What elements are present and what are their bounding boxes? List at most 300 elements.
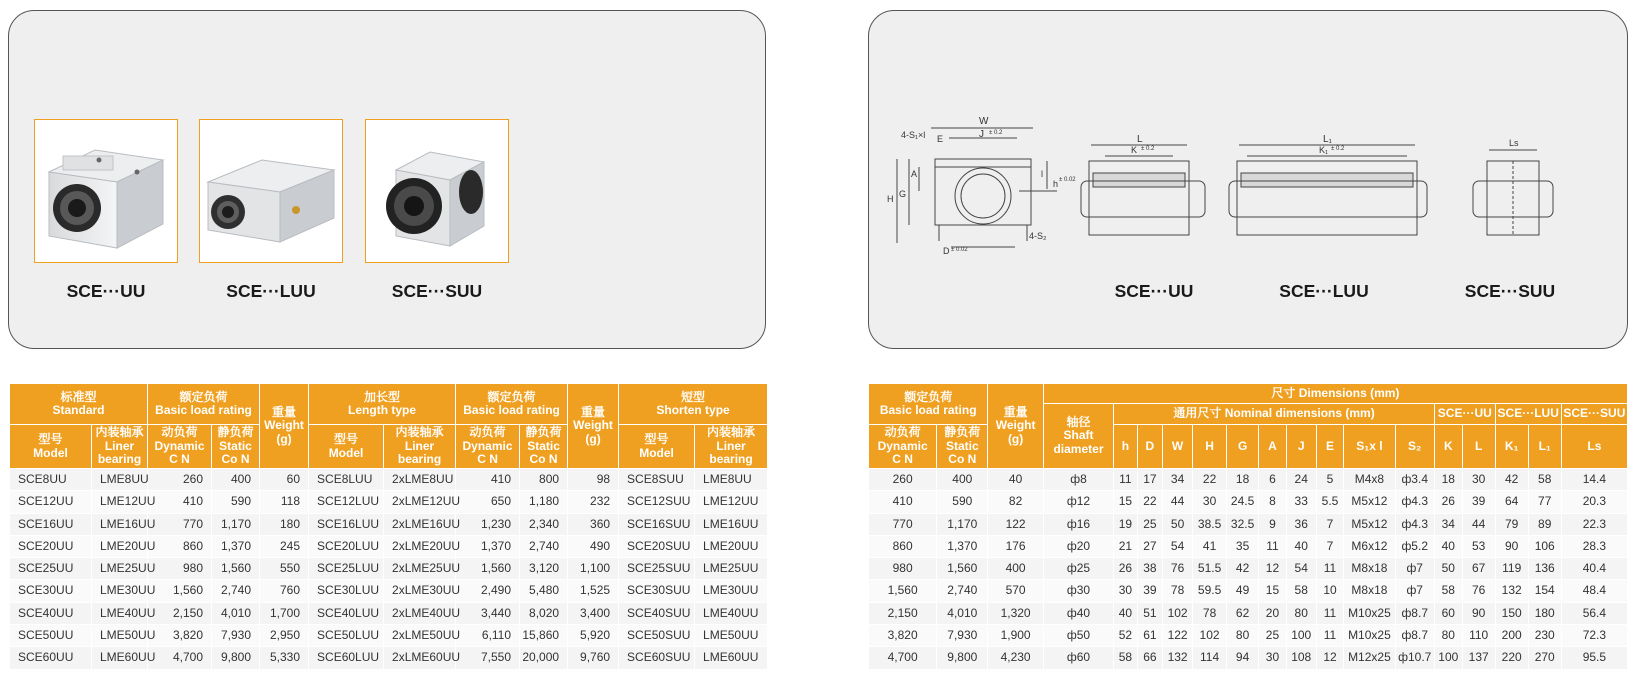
table-cell: LME30UU [92, 580, 148, 602]
table-cell: 33 [1286, 491, 1316, 513]
table-cell: ф8.7 [1395, 602, 1434, 624]
table-cell: LME40UU [695, 602, 768, 624]
table-cell: LME40UU [92, 602, 148, 624]
table-cell: 11 [1259, 535, 1287, 557]
table-cell: 19 [1114, 513, 1137, 535]
table-cell: SCE16SUU [619, 513, 695, 535]
header-nominal: 通用尺寸 Nominal dimensions (mm) [1114, 404, 1435, 425]
dimensions-table [868, 383, 1628, 670]
table-cell: 5,330 [260, 647, 309, 669]
table-cell: 4,010 [212, 602, 260, 624]
header-weight: 重量 Weight (g) [260, 384, 309, 469]
table-row [869, 491, 1628, 513]
table-cell: 270 [1528, 647, 1561, 669]
header-luu: SCE···LUU [1495, 404, 1561, 425]
table-cell: 53 [1462, 535, 1495, 557]
header-model-3: 型号 Model [619, 425, 695, 469]
header-shaft: 轴径 Shaft diameter [1043, 404, 1113, 469]
col-E: E [1316, 425, 1344, 469]
table-cell: 1,370 [937, 535, 988, 557]
table-cell: 40 [1434, 535, 1462, 557]
table-cell: 90 [1462, 602, 1495, 624]
table-cell: 17 [1137, 469, 1163, 491]
table-cell: 14.4 [1561, 469, 1627, 491]
table-cell: 1,560 [212, 558, 260, 580]
header-dimensions: 尺寸 Dimensions (mm) [1043, 384, 1627, 404]
drawing-caption-suu: SCE···SUU [1464, 281, 1556, 301]
table-cell: 61 [1137, 625, 1163, 647]
table-cell: 410 [456, 469, 520, 491]
table-cell: ф4.3 [1395, 491, 1434, 513]
table-cell: 2xLME12UU [384, 491, 456, 513]
table-row [10, 625, 768, 647]
header-static: 静负荷 Static Co N [212, 425, 260, 469]
table-cell: LME50UU [695, 625, 768, 647]
table-row [869, 602, 1628, 624]
label-K1-tol: ± 0.2 [1331, 146, 1345, 152]
table-cell: 56.4 [1561, 602, 1627, 624]
table-cell: 3,440 [456, 602, 520, 624]
table-cell: 48.4 [1561, 580, 1627, 602]
table-cell: SCE20SUU [619, 535, 695, 557]
table-cell: 94 [1227, 647, 1259, 669]
table-cell: LME16UU [92, 513, 148, 535]
table-cell: 100 [1286, 625, 1316, 647]
col-S1xl: S₁x l [1344, 425, 1395, 469]
table-cell: 49 [1227, 580, 1259, 602]
label-s1: 4-S₁×l [901, 130, 926, 140]
header-liner-3: 内装轴承 Liner bearing [695, 425, 768, 469]
table-cell: 400 [988, 558, 1043, 580]
label-Ls: Ls [1509, 138, 1519, 148]
table-cell: 72.3 [1561, 625, 1627, 647]
table-cell: LME20UU [695, 535, 768, 557]
col-K: K [1434, 425, 1462, 469]
table-cell: 770 [869, 513, 937, 535]
table-cell: 260 [869, 469, 937, 491]
table-cell: 1,370 [456, 535, 520, 557]
header-length-type: 加长型 Length type [309, 384, 456, 425]
table-cell: 110 [1462, 625, 1495, 647]
header-weight-2: 重量 Weight (g) [568, 384, 619, 469]
table-cell: SCE16LUU [309, 513, 384, 535]
drawing-caption-uu: SCE···UU [1114, 281, 1194, 301]
table-cell: 3,400 [568, 602, 619, 624]
table-cell: SCE60SUU [619, 647, 695, 669]
table-cell: 410 [148, 491, 212, 513]
table-cell: 22 [1193, 469, 1227, 491]
table-cell: 9,800 [937, 647, 988, 669]
table-cell: 232 [568, 491, 619, 513]
label-W: W [979, 116, 989, 127]
col-A: A [1259, 425, 1287, 469]
table-cell: 8,020 [520, 602, 568, 624]
table-cell: SCE25SUU [619, 558, 695, 580]
table-cell: 95.5 [1561, 647, 1627, 669]
label-l: l [1041, 169, 1043, 179]
table-cell: 1,320 [988, 602, 1043, 624]
table-cell: 4,230 [988, 647, 1043, 669]
table-cell: 7 [1316, 513, 1344, 535]
table-cell: 400 [937, 469, 988, 491]
table-cell: 980 [869, 558, 937, 580]
table-cell: 18 [1227, 469, 1259, 491]
table-cell: 2xLME16UU [384, 513, 456, 535]
table-cell: 6 [1259, 469, 1287, 491]
table-cell: ф3.4 [1395, 469, 1434, 491]
table-cell: 22 [1137, 491, 1163, 513]
table-cell: 1,525 [568, 580, 619, 602]
table-cell: 260 [148, 469, 212, 491]
table-cell: 2xLME60UU [384, 647, 456, 669]
table-cell: 4,700 [148, 647, 212, 669]
table-cell: 32.5 [1227, 513, 1259, 535]
table-cell: LME16UU [695, 513, 768, 535]
table-cell: SCE60LUU [309, 647, 384, 669]
table-cell: SCE8UU [10, 469, 92, 491]
table-cell: ф8.7 [1395, 625, 1434, 647]
table-cell: 114 [1193, 647, 1227, 669]
table-cell: SCE25UU [10, 558, 92, 580]
header-static-r: 静负荷 Static Co N [937, 425, 988, 469]
table-cell: 20,000 [520, 647, 568, 669]
table-cell: 62 [1227, 602, 1259, 624]
table-row [869, 535, 1628, 557]
table-row [869, 580, 1628, 602]
table-cell: 3,820 [869, 625, 937, 647]
table-cell: ф5.2 [1395, 535, 1434, 557]
col-J: J [1286, 425, 1316, 469]
table-cell: 2xLME8UU [384, 469, 456, 491]
table-cell: 34 [1434, 513, 1462, 535]
table-cell: 570 [988, 580, 1043, 602]
table-cell: 2,150 [869, 602, 937, 624]
table-cell: 102 [1193, 625, 1227, 647]
table-cell: 122 [988, 513, 1043, 535]
label-L1: L₁ [1323, 134, 1332, 145]
header-model-2: 型号 Model [309, 425, 384, 469]
table-cell: 89 [1528, 513, 1561, 535]
caption-sce-luu: SCE···LUU [226, 281, 316, 301]
table-cell: 1,370 [212, 535, 260, 557]
table-cell: 5,920 [568, 625, 619, 647]
table-cell: M6x12 [1344, 535, 1395, 557]
table-cell: LME60UU [92, 647, 148, 669]
table-cell: ф16 [1043, 513, 1113, 535]
drawing-caption-luu: SCE···LUU [1279, 281, 1369, 301]
table-cell: LME8UU [92, 469, 148, 491]
table-cell: 77 [1528, 491, 1561, 513]
table-cell: 2xLME30UU [384, 580, 456, 602]
table-cell: LME20UU [92, 535, 148, 557]
table-cell: LME12UU [92, 491, 148, 513]
table-cell: 30 [1462, 469, 1495, 491]
table-cell: 66 [1137, 647, 1163, 669]
table-cell: 67 [1462, 558, 1495, 580]
label-h: h [1053, 179, 1059, 189]
table-cell: 30 [1193, 491, 1227, 513]
table-cell: 1,560 [869, 580, 937, 602]
table-cell: 1,100 [568, 558, 619, 580]
model-load-weight-table [9, 383, 768, 670]
table-cell: M10x25 [1344, 625, 1395, 647]
table-cell: 76 [1163, 558, 1193, 580]
table-cell: 82 [988, 491, 1043, 513]
table-cell: 60 [260, 469, 309, 491]
table-row [10, 580, 768, 602]
table-cell: SCE40UU [10, 602, 92, 624]
table-row [10, 513, 768, 535]
table-cell: SCE30SUU [619, 580, 695, 602]
table-cell: ф12 [1043, 491, 1113, 513]
table-cell: 64 [1495, 491, 1528, 513]
table-cell: 50 [1163, 513, 1193, 535]
table-cell: LME25UU [92, 558, 148, 580]
table-cell: SCE16UU [10, 513, 92, 535]
header-model: 型号 Model [10, 425, 92, 469]
label-H: H [887, 194, 894, 204]
table-cell: 11 [1316, 625, 1344, 647]
table-cell: 106 [1528, 535, 1561, 557]
table-cell: 100 [1434, 647, 1462, 669]
label-K1: K₁ [1319, 145, 1329, 155]
table-cell: 230 [1528, 625, 1561, 647]
table-cell: 1,170 [937, 513, 988, 535]
table-cell: 220 [1495, 647, 1528, 669]
table-cell: 410 [869, 491, 937, 513]
table-cell: 51.5 [1193, 558, 1227, 580]
table-cell: 1,230 [456, 513, 520, 535]
table-cell: LME60UU [695, 647, 768, 669]
table-cell: 58 [1528, 469, 1561, 491]
table-cell: 590 [937, 491, 988, 513]
table-row [10, 535, 768, 557]
table-cell: 2,340 [520, 513, 568, 535]
table-cell: 9,760 [568, 647, 619, 669]
col-H: H [1193, 425, 1227, 469]
table-cell: SCE60UU [10, 647, 92, 669]
table-cell: 1,560 [937, 558, 988, 580]
table-cell: SCE12LUU [309, 491, 384, 513]
table-cell: 2xLME50UU [384, 625, 456, 647]
table-cell: 15,860 [520, 625, 568, 647]
table-cell: 25 [1259, 625, 1287, 647]
table-cell: 2xLME40UU [384, 602, 456, 624]
header-shorten-type: 短型 Shorten type [619, 384, 768, 425]
label-s2: 4-S₂ [1029, 231, 1047, 241]
table-cell: 80 [1227, 625, 1259, 647]
col-W: W [1163, 425, 1193, 469]
table-cell: 15 [1114, 491, 1137, 513]
label-D-tol: ± 0.02 [951, 247, 968, 253]
col-Ls: Ls [1561, 425, 1627, 469]
table-cell: 79 [1495, 513, 1528, 535]
table-cell: 4,010 [937, 602, 988, 624]
table-cell: ф7 [1395, 580, 1434, 602]
table-cell: ф60 [1043, 647, 1113, 669]
table-row [869, 558, 1628, 580]
table-cell: SCE40SUU [619, 602, 695, 624]
table-cell: 3,820 [148, 625, 212, 647]
table-cell: 11 [1316, 558, 1344, 580]
table-cell: SCE30UU [10, 580, 92, 602]
table-cell: 132 [1163, 647, 1193, 669]
photo-sce-suu [365, 119, 509, 263]
table-cell: 5 [1316, 469, 1344, 491]
table-cell: 132 [1495, 580, 1528, 602]
table-cell: LME25UU [695, 558, 768, 580]
table-cell: 5.5 [1316, 491, 1344, 513]
table-cell: 78 [1163, 580, 1193, 602]
table-cell: 54 [1286, 558, 1316, 580]
table-row [10, 491, 768, 513]
table-cell: SCE20LUU [309, 535, 384, 557]
header-uu: SCE···UU [1434, 404, 1495, 425]
header-weight-r: 重量 Weight (g) [988, 384, 1043, 469]
label-K: K [1131, 145, 1138, 155]
header-dynamic-2: 动负荷 Dynamic C N [456, 425, 520, 469]
table-cell: LME8UU [695, 469, 768, 491]
table-cell: 25 [1137, 513, 1163, 535]
table-cell: 42 [1495, 469, 1528, 491]
table-cell: 200 [1495, 625, 1528, 647]
table-cell: 20.3 [1561, 491, 1627, 513]
photo-sce-luu [199, 119, 343, 263]
table-cell: SCE12UU [10, 491, 92, 513]
table-cell: 7,550 [456, 647, 520, 669]
table-cell: 60 [1434, 602, 1462, 624]
table-cell: 24.5 [1227, 491, 1259, 513]
label-L: L [1137, 134, 1143, 145]
col-h: h [1114, 425, 1137, 469]
table-row [869, 625, 1628, 647]
table-cell: M12x25 [1344, 647, 1395, 669]
table-cell: M10x25 [1344, 602, 1395, 624]
col-G: G [1227, 425, 1259, 469]
table-cell: 42 [1227, 558, 1259, 580]
table-cell: 27 [1137, 535, 1163, 557]
caption-sce-uu: SCE···UU [66, 281, 146, 301]
table-cell: 136 [1528, 558, 1561, 580]
table-cell: 44 [1462, 513, 1495, 535]
label-J: J [979, 129, 984, 140]
table-cell: 860 [148, 535, 212, 557]
product-photo-panel [8, 10, 766, 349]
table-cell: 12 [1259, 558, 1287, 580]
table-cell: 40 [1114, 602, 1137, 624]
table-cell: 108 [1286, 647, 1316, 669]
table-cell: 15 [1259, 580, 1287, 602]
table-cell: 80 [1434, 625, 1462, 647]
photo-sce-uu [34, 119, 178, 263]
table-cell: 8 [1259, 491, 1287, 513]
table-cell: SCE25LUU [309, 558, 384, 580]
label-E: E [937, 134, 944, 144]
table-cell: 360 [568, 513, 619, 535]
table-cell: 12 [1316, 647, 1344, 669]
table-cell: 2,740 [520, 535, 568, 557]
table-cell: SCE50UU [10, 625, 92, 647]
table-cell: 38.5 [1193, 513, 1227, 535]
table-row [869, 513, 1628, 535]
table-cell: 800 [520, 469, 568, 491]
table-cell: 770 [148, 513, 212, 535]
table-cell: 35 [1227, 535, 1259, 557]
table-cell: ф30 [1043, 580, 1113, 602]
table-cell: 2,150 [148, 602, 212, 624]
header-dynamic: 动负荷 Dynamic C N [148, 425, 212, 469]
table-cell: 26 [1114, 558, 1137, 580]
table-cell: 78 [1193, 602, 1227, 624]
table-cell: 2,490 [456, 580, 520, 602]
table-cell: 24 [1286, 469, 1316, 491]
table-cell: 30 [1259, 647, 1287, 669]
col-K1: K₁ [1495, 425, 1528, 469]
table-cell: 1,560 [456, 558, 520, 580]
col-L: L [1462, 425, 1495, 469]
dimension-drawings [869, 11, 1626, 271]
table-cell: 54 [1163, 535, 1193, 557]
table-cell: 11 [1316, 602, 1344, 624]
table-cell: 122 [1163, 625, 1193, 647]
header-load-rating: 额定负荷 Basic load rating [148, 384, 260, 425]
table-cell: 400 [212, 469, 260, 491]
table-cell: 40.4 [1561, 558, 1627, 580]
table-cell: 7 [1316, 535, 1344, 557]
table-cell: SCE40LUU [309, 602, 384, 624]
table-cell: 1,900 [988, 625, 1043, 647]
header-load-rating-r: 额定负荷 Basic load rating [869, 384, 988, 425]
table-cell: 590 [212, 491, 260, 513]
table-cell: 80 [1286, 602, 1316, 624]
table-cell: LME12UU [695, 491, 768, 513]
table-cell: 650 [456, 491, 520, 513]
table-cell: 30 [1114, 580, 1137, 602]
table-cell: 102 [1163, 602, 1193, 624]
table-cell: SCE50SUU [619, 625, 695, 647]
table-cell: 150 [1495, 602, 1528, 624]
table-cell: 118 [260, 491, 309, 513]
table-cell: ф20 [1043, 535, 1113, 557]
header-standard: 标准型 Standard [10, 384, 148, 425]
table-cell: 119 [1495, 558, 1528, 580]
table-cell: 2xLME20UU [384, 535, 456, 557]
table-cell: M8x18 [1344, 558, 1395, 580]
table-cell: 18 [1434, 469, 1462, 491]
table-cell: 9,800 [212, 647, 260, 669]
label-A: A [911, 169, 918, 179]
table-cell: 1,170 [212, 513, 260, 535]
table-cell: 40 [988, 469, 1043, 491]
table-cell: ф4.3 [1395, 513, 1434, 535]
header-liner: 内装轴承 Liner bearing [92, 425, 148, 469]
table-cell: 860 [869, 535, 937, 557]
table-cell: 39 [1137, 580, 1163, 602]
table-cell: SCE12SUU [619, 491, 695, 513]
table-row [869, 647, 1628, 669]
table-cell: SCE50LUU [309, 625, 384, 647]
table-cell: 10 [1316, 580, 1344, 602]
table-row [10, 647, 768, 669]
table-cell: 4,700 [869, 647, 937, 669]
table-cell: 176 [988, 535, 1043, 557]
table-cell: 76 [1462, 580, 1495, 602]
table-cell: M5x12 [1344, 491, 1395, 513]
table-cell: 51 [1137, 602, 1163, 624]
table-cell: 11 [1114, 469, 1137, 491]
table-cell: 36 [1286, 513, 1316, 535]
table-cell: 7,930 [212, 625, 260, 647]
